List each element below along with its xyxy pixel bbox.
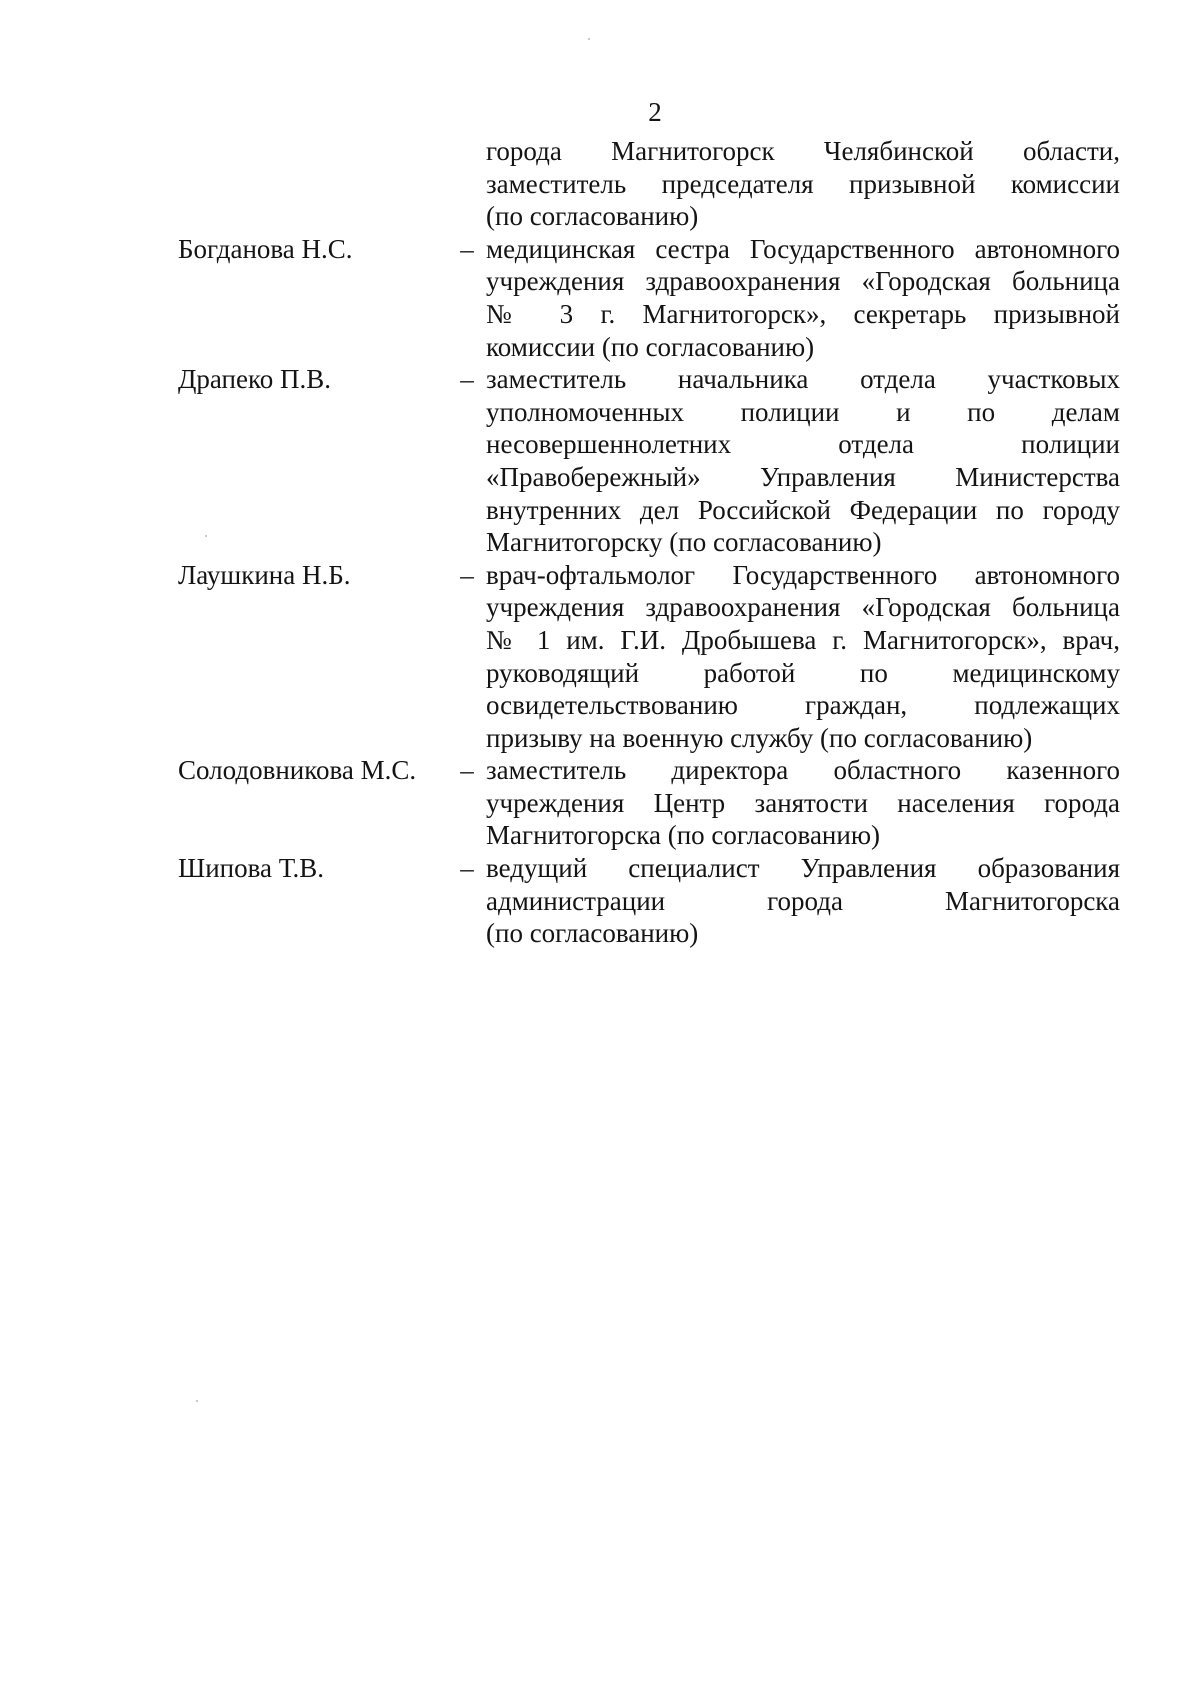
member-name: Солодовникова М.С. — [178, 755, 417, 786]
description-line: несовершеннолетних отдела полиции — [486, 429, 1120, 460]
member-dash: – — [460, 233, 474, 264]
description-line: заместитель председателя призывной комиссии — [486, 168, 1120, 199]
member-description — [486, 559, 1120, 755]
description-line: освидетельствованию граждан, подлежащих — [486, 690, 1120, 721]
description-line: заместитель директора областного казенного — [486, 755, 1120, 786]
description-line: руководящий работой по медицинскому — [486, 657, 1120, 688]
member-entry — [178, 852, 1128, 950]
member-dash: – — [460, 755, 474, 786]
member-name: Драпеко П.В. — [178, 364, 331, 395]
member-name: Богданова Н.С. — [178, 233, 353, 264]
member-dash: – — [460, 559, 474, 590]
description-line: учреждения здравоохранения «Городская больница — [486, 266, 1120, 297]
member-name: Шипова Т.В. — [178, 853, 325, 884]
member-description — [486, 135, 1120, 233]
description-line: ведущий специалист Управления образования — [486, 853, 1120, 884]
description-line: призыву на военную службу (по согласованию) — [486, 722, 1033, 753]
member-description — [486, 363, 1120, 559]
member-dash: – — [460, 364, 474, 395]
member-name: Лаушкина Н.Б. — [178, 559, 351, 590]
scan-speck — [588, 38, 590, 40]
description-line: (по согласованию) — [486, 201, 699, 232]
description-line: № 1 им. Г.И. Дробышева г. Магнитогорск», врач, — [486, 624, 1120, 655]
description-line: внутренних дел Российской Федерации по городу — [486, 494, 1120, 525]
member-description — [486, 852, 1120, 950]
description-line: заместитель начальника отдела участковых — [486, 364, 1120, 395]
member-entry — [178, 233, 1128, 363]
description-line: учреждения здравоохранения «Городская больница — [486, 592, 1120, 623]
commission-members-list — [178, 135, 1128, 950]
description-line: Магнитогорска (по согласованию) — [486, 820, 880, 851]
description-line: «Правобережный» Управления Министерства — [486, 461, 1120, 492]
member-entry — [178, 754, 1128, 852]
member-description — [486, 233, 1120, 363]
member-entry — [178, 135, 1128, 233]
member-entry — [178, 559, 1128, 755]
scan-speck — [196, 1400, 198, 1402]
member-dash: – — [460, 853, 474, 884]
member-description — [486, 754, 1120, 852]
description-line: города Магнитогорск Челябинской области, — [486, 136, 1120, 166]
description-line: администрации города Магнитогорска — [486, 885, 1120, 916]
description-line: № 3 г. Магнитогорск», секретарь призывной — [486, 298, 1120, 329]
member-entry — [178, 363, 1128, 559]
description-line: учреждения Центр занятости населения города — [486, 787, 1120, 818]
description-line: уполномоченных полиции и по делам — [486, 396, 1120, 427]
description-line: врач-офтальмолог Государственного автономного — [486, 559, 1120, 590]
description-line: Магнитогорску (по согласованию) — [486, 527, 882, 558]
description-line: (по согласованию) — [486, 918, 699, 949]
description-line: комиссии (по согласованию) — [486, 331, 815, 362]
description-line: медицинская сестра Государственного автономного — [486, 233, 1120, 264]
page-number: 2 — [648, 97, 662, 127]
